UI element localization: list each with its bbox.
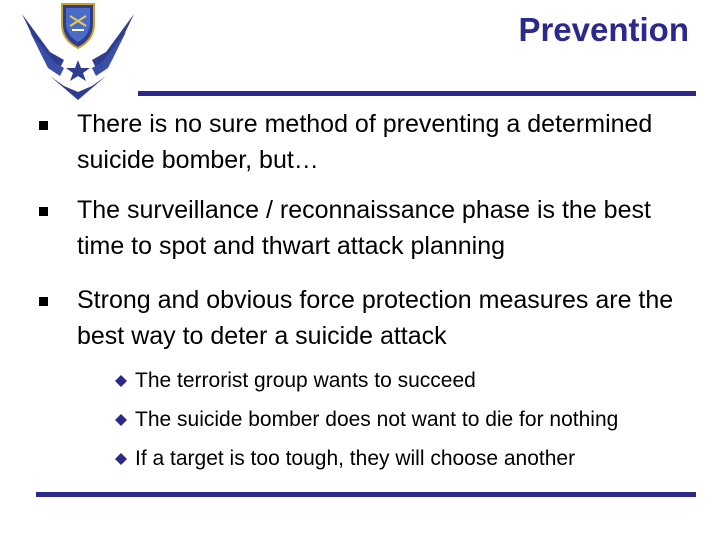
footer-divider [36,492,696,497]
bullet-item [39,106,679,178]
diamond-bullet-icon [115,414,127,426]
bullet-text: The surveillance / reconnaissance phase is the best time to spot and thwart attack planning [77,196,651,260]
sub-bullet-item [115,405,695,435]
bullet-item [39,192,679,264]
bullet-item [39,282,679,354]
sub-bullet-text: If a target is too tough, they will choose another [135,447,576,470]
diamond-bullet-icon [115,375,127,387]
air-force-emblem-icon [20,2,136,102]
bullet-text: Strong and obvious force protection measures are the best way to deter a suicide attack [77,286,674,350]
sub-bullet-text: The terrorist group wants to succeed [135,369,476,392]
slide-title: Prevention [518,11,689,48]
square-bullet-icon [39,207,48,216]
title-divider [138,91,696,96]
square-bullet-icon [39,297,48,306]
sub-bullet-text: The suicide bomber does not want to die for nothing [135,408,619,431]
sub-bullet-item [115,366,695,396]
sub-bullet-item [115,444,695,474]
bullet-text: There is no sure method of preventing a determined suicide bomber, but… [77,110,653,174]
square-bullet-icon [39,121,48,130]
diamond-bullet-icon [115,453,127,465]
